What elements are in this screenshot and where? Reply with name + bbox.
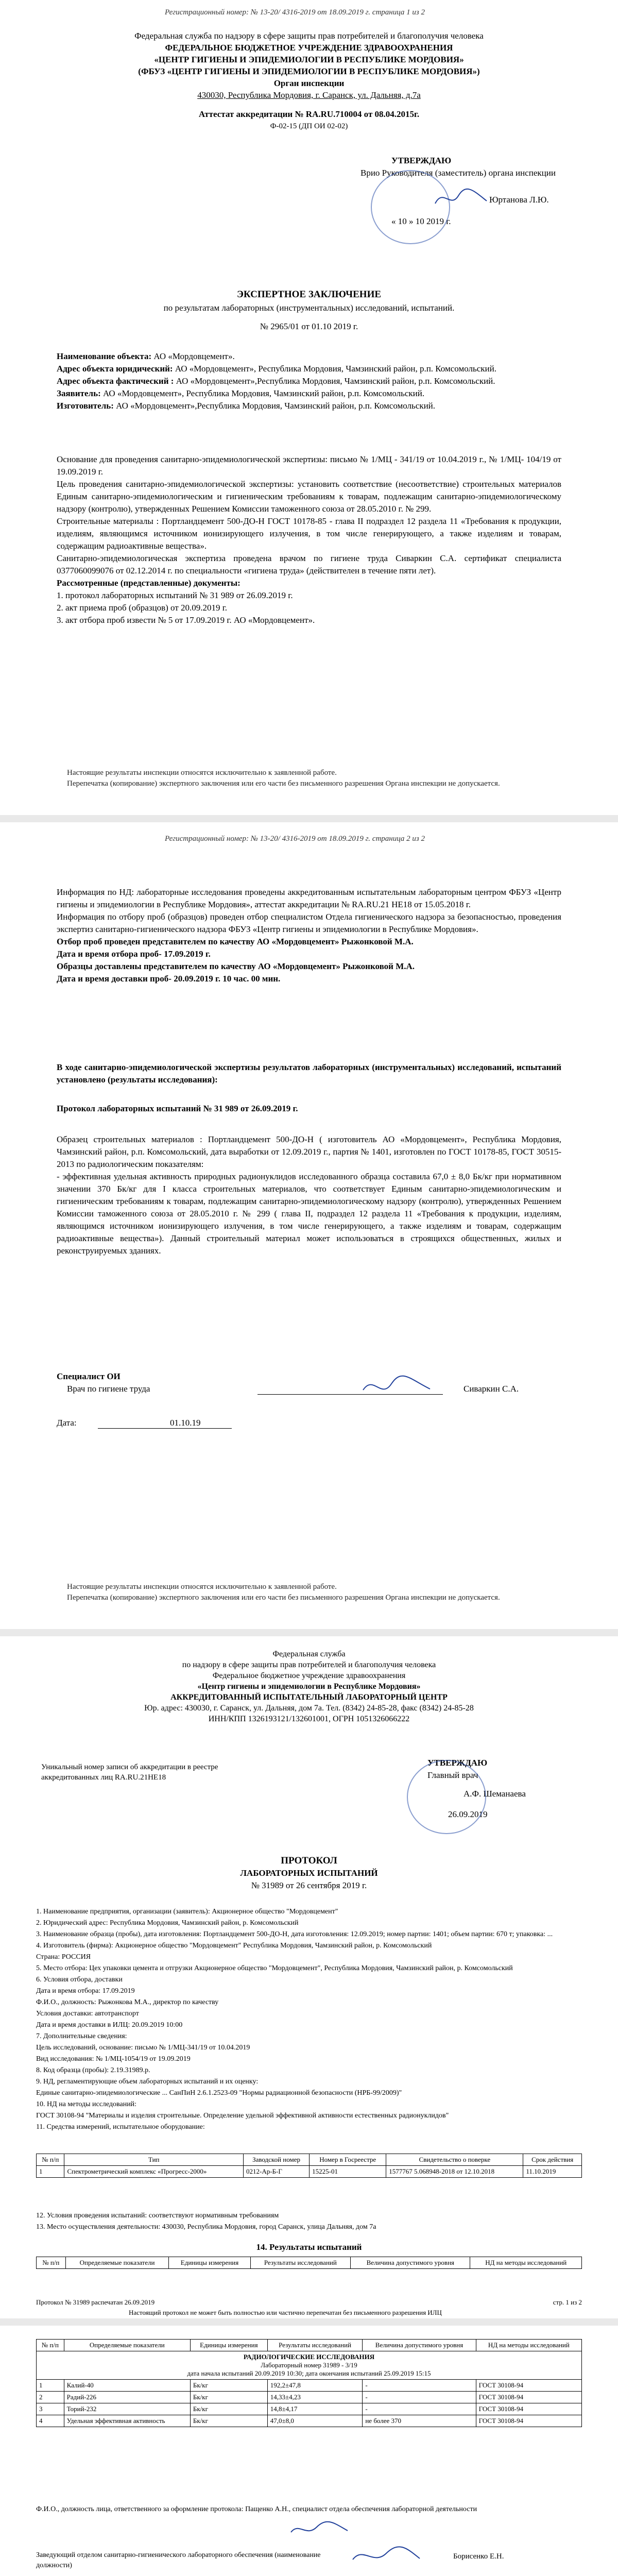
protocol-item: 6. Условия отбора, доставки (36, 1976, 123, 1984)
protocol-subtitle: ЛАБОРАТОРНЫХ ИСПЫТАНИЙ (240, 1868, 378, 1878)
date-line (98, 1428, 232, 1429)
protocol-item: 4. Изготовитель (фирма): Акционерное общество "Мордовцемент" Республика Мордовия, Чамзинский район, р. Комсомольский (36, 1942, 432, 1950)
head-role: Заведующий отделом санитарно-гигиенического лабораторного обеспечения (наименование должности) (36, 2551, 321, 2569)
protocol-item: 5. Место отбора: Цех упаковки цемента и отгрузки Акционерное общество "Мордовцемент", Республика Мордовия, Чамзинский район, р. Комсомольский (36, 1964, 513, 1972)
field-row: Наименование объекта: АО «Мордовцемент». (57, 351, 235, 361)
responsible-line: Ф.И.О., должность лица, ответственного за оформление протокола: Пащенко А.Н., специалист отдела обеспечения лабораторной деятельности (36, 2505, 477, 2513)
protocol-number: № 31989 от 26 сентября 2019 г. (251, 1880, 367, 1890)
date-label: Дата: (57, 1418, 77, 1428)
table-section-row: РАДИОЛОГИЧЕСКИЕ ИССЛЕДОВАНИЯ Лабораторный номер 31989 - 3/19 дата начала испытаний 20.09.2019 10:30; дата окончания испытаний 25.09.2019 15:15 (37, 2351, 582, 2380)
results-table (36, 2339, 582, 2427)
paragraph: Отбор проб проведен представителем по качеству АО «Мордовцемент» Рыжонковой М.А. (57, 937, 414, 946)
page-footnote: Настоящие результаты инспекции относятся исключительно к заявленной работе. Перепечатка (копирование) экспертного заключения или его части без письменного разрешения Органа инспекции не допускается. (67, 769, 500, 788)
seal-stamp (407, 1760, 486, 1834)
protocol-item: Вид исследования: № 1/МЦ-1054/19 от 19.09.2019 (36, 2055, 191, 2063)
paragraph: Основание для проведения санитарно-эпидемиологической экспертизы: письмо № 1/МЦ - 341/19 от 10.04.2019 г., № 1/МЦ- 104/19 от 19.09.2019 г. (57, 454, 561, 477)
header-line-1: Федеральная служба по надзору в сфере защиты прав потребителей и благополучия человека (134, 31, 484, 41)
paragraph: - эффективная удельная активность природных радионуклидов исследованного образца составила 67,0 ± 8,0 Бк/кг при нормативном значении 370 Бк/кг для I класса строительных материалов, что соответствует Единым санитарно-эпидемиологическим и гигиеническим требованиям к товарам, подлежащим санитарно-эпидемиологическому надзору (контролю), утвержденных Решением Комиссии таможенного союза от 28.05.2010 г. № 299 ( глава II, подраздел 12 раздела 11 «Требования к продукции, изделиям, являющимся источником ионизирующего излучения, в том числе генерирующего, а также изделиям и товарам, содержащим радиоактивные вещества»). Данный строительный материал может использоваться в строящихся общественных, жилых и реконструируемых зданиях. (57, 1172, 561, 1256)
protocol-item: ГОСТ 30108-94 "Материалы и изделия строительные. Определение удельной эффективной активности естественных радионуклидов" (36, 2112, 449, 2120)
protocol-item: Дата и время отбора: 17.09.2019 (36, 1987, 135, 1995)
doc-title: ЭКСПЕРТНОЕ ЗАКЛЮЧЕНИЕ (236, 289, 382, 300)
page-separator (0, 2318, 618, 2326)
approve-role: Главный врач (427, 1770, 478, 1780)
header-line-4: (ФБУЗ «ЦЕНТР ГИГИЕНЫ И ЭПИДЕМИОЛОГИИ В РЕСПУБЛИКЕ МОРДОВИЯ») (138, 66, 480, 76)
info-paragraphs (57, 886, 561, 985)
object-fields (57, 350, 561, 412)
field-row: Адрес объекта фактический : АО «Мордовцемент»,Республика Мордовия, Чамзинский район, р.п. Комсомольский. (57, 376, 495, 386)
table-row: 3 Торий-232 Бк/кг 14,8±4,17 - ГОСТ 30108-94 (37, 2403, 582, 2415)
doc-number: № 2965/01 от 01.10 2019 г. (260, 321, 358, 331)
protocol-item: 2. Юридический адрес: Республика Мордовия, Чамзинский район, р. Комсомольский (36, 1919, 299, 1927)
protocol-item: 11. Средства измерений, испытательное оборудование: (36, 2123, 205, 2131)
paragraph: Цель проведения санитарно-эпидемиологической экспертизы: установить соответствие (несоответствие) строительных материалов Единым санитарно-эпидемиологическим и гигиеническим требованиям к товарам, подлежащим санитарно-эпидемиологическому надзору (контролю), утвержденных Решением Комиссии таможенного союза от 28.05.2010 г. № 299. (57, 479, 561, 514)
protocol-item: Страна: РОССИЯ (36, 1953, 91, 1961)
approve-title: УТВЕРЖДАЮ (427, 1758, 488, 1768)
page-1 (0, 0, 618, 814)
protocol-item: 8. Код образца (пробы): 2.19.31989.р. (36, 2066, 150, 2074)
table-header-row: № п/п Определяемые показатели Единицы измерения Результаты исследований Величина допустимого уровня НД на методы исследований (37, 2340, 582, 2351)
page-number: стр. 1 из 2 (553, 2298, 582, 2306)
head-name: Борисенко Е.Н. (453, 2552, 504, 2561)
paragraph: 3. акт отбора проб извести № 5 от 17.09.2019 г. АО «Мордовцемент». (57, 615, 315, 625)
approve-date: « 10 » 10 2019 г. (391, 216, 451, 226)
paragraph: 1. протокол лабораторных испытаний № 31 989 от 26.09.2019 г. (57, 590, 293, 600)
table-row: 1 Спектрометрический комплекс «Прогресс-2000» 0212-Ар-Б-Г 15225-01 1577767 5.068948-2018 от 12.10.2018 11.10.2019 (37, 2166, 582, 2178)
protocol-item: Единые санитарно-эпидемиологические ... СанПиН 2.6.1.2523-09 "Нормы радиационной безопасности (НРБ-99/2009)" (36, 2089, 402, 2097)
page-footnote: Настоящие результаты инспекции относятся исключительно к заявленной работе. Перепечатка (копирование) экспертного заключения или его части без письменного разрешения Органа инспекции не допускается. (67, 1583, 500, 1602)
approve-title: УТВЕРЖДАЮ (391, 156, 452, 165)
paragraph: Строительные материалы : Портландцемент 500-ДО-Н ГОСТ 10178-85 - глава II подраздел 12 раздела 11 «Требования к продукции, изделиям, являющимся источником ионизирующего излучения, в том числе генерирующего, а также изделиям и товарам, содержащим радиоактивные вещества». (57, 516, 561, 551)
protocol-item: 3. Наименование образца (пробы), дата изготовления: Портландцемент 500-ДО-Н, дата изготовления: 12.09.2019; номер партии: 1401; объем партии: 670 т; упаковка: ... (36, 1930, 553, 1938)
protocol-item: 12. Условия проведения испытаний: соответствуют нормативным требованиям (36, 2212, 279, 2219)
body-paragraphs (57, 453, 561, 626)
signature-line (258, 1394, 443, 1395)
field-row: Изготовитель: АО «Мордовцемент»,Республика Мордовия, Чамзинский район, р.п. Комсомольский. (57, 401, 436, 411)
paragraph: Дата и время отбора проб- 17.09.2019 г. (57, 949, 211, 959)
head-signature (350, 2545, 422, 2568)
result-heading: В ходе санитарно-эпидемиологической экспертизы результатов лабораторных (инструментальных) исследований, испытаний установлено (результаты исследования): (57, 1062, 561, 1084)
protocol-line: Протокол лабораторных испытаний № 31 989 от 26.09.2019 г. (57, 1104, 298, 1113)
results-header-table (36, 2257, 582, 2269)
specialist-role: Врач по гигиене труда (67, 1384, 150, 1394)
field-row: Заявитель: АО «Мордовцемент», Республика Мордовия, Чамзинский район, р.п. Комсомольский. (57, 388, 425, 398)
table-header-row: № п/п Определяемые показатели Единицы измерения Результаты исследований Величина допустимого уровня НД на методы исследований (37, 2257, 582, 2269)
page-4 (0, 2329, 618, 2576)
protocol-title: ПРОТОКОЛ (281, 1855, 337, 1866)
protocol-item: Цель исследований, основание: письмо № 1/МЦ-341/19 от 10.04.2019 (36, 2044, 250, 2052)
table-row: 1 Калий-40 Бк/кг 192,2±47,8 - ГОСТ 30108-94 (37, 2380, 582, 2392)
approve-date: 26.09.2019 (448, 1809, 488, 1819)
result-paragraphs (57, 1133, 561, 1257)
table-row: 2 Радий-226 Бк/кг 14,33±4,23 - ГОСТ 30108-94 (37, 2392, 582, 2403)
protocol-item: 1. Наименование предприятия, организации (заявитель): Акционерное общество "Мордовцемент" (36, 1908, 338, 1916)
protocol-item: Условия доставки: автотранспорт (36, 2010, 139, 2018)
protocol-item: Дата и время доставки в ИЛЦ: 20.09.2019 10:00 (36, 2021, 183, 2029)
protocol-footnote: Протокол № 31989 распечатан 26.09.2019 (36, 2298, 155, 2306)
table-header-row: № п/п Тип Заводской номер Номер в Госреестре Свидетельство о поверке Срок действия (37, 2154, 582, 2166)
paragraph: Образцы доставлены представителем по качеству АО «Мордовцемент» Рыжонковой М.А. (57, 961, 415, 971)
paragraph: Образец строительных материалов : Портландцемент 500-ДО-Н ( изготовитель АО «Мордовцемент», Республика Мордовия, Чамзинский район, р.п. Комсомольский, дата выработки от 12.09.2019 г., партия № 1401, изготовлен по ГОСТ 10178-85, ГОСТ 30515-2013 по радиологическим показателям: (57, 1134, 561, 1169)
doc-subtitle: по результатам лабораторных (инструментальных) исследований, испытаний. (163, 303, 455, 313)
field-row: Адрес объекта юридический: АО «Мордовцемент», Республика Мордовия, Чамзинский район, р.п. Комсомольский. (57, 364, 496, 374)
protocol-item: 13. Место осуществления деятельности: 430030, Республика Мордовия, город Саранск, улица Дальняя, дом 7а (36, 2223, 376, 2231)
specialist-label: Специалист ОИ (57, 1371, 121, 1381)
page-2 (0, 824, 618, 1628)
protocol-item: Ф.И.О., должность: Рыжонкова М.А., директор по качеству (36, 1998, 219, 2006)
protocol-items (36, 1906, 582, 2133)
paragraph: Дата и время доставки проб- 20.09.2019 г. 10 час. 00 мин. (57, 974, 281, 984)
protocol-footnote-2: Настоящий протокол не может быть полностью или частично перепечатан без письменного разрешения ИЛЦ (129, 2309, 442, 2316)
paragraph: Рассмотренные (представленные) документы: (57, 578, 241, 588)
results-title: 14. Результаты испытаний (256, 2242, 362, 2252)
approve-name: Юртанова Л.Ю. (489, 195, 549, 205)
protocol-item: 7. Дополнительные сведения: (36, 2032, 127, 2040)
specialist-name: Сиваркин С.А. (464, 1384, 519, 1394)
paragraph: Санитарно-эпидемиологическая экспертиза проведена врачом по гигиене труда Сиваркин С.А. сертификат специалиста 0377060099076 от 02.12.2014 г. по специальности «гигиена труда» (действителен в течение пяти лет). (57, 553, 561, 575)
protocol-item: 10. НД на методы исследований: (36, 2100, 137, 2108)
registration-number: Регистрационный номер: № 13-20/ 4316-2019 от 18.09.2019 г. страница 1 из 2 (165, 8, 425, 16)
table-row: 4 Удельная эффективная активность Бк/кг 47,0±8,0 не более 370 ГОСТ 30108-94 (37, 2415, 582, 2427)
date-value: 01.10.19 (170, 1418, 201, 1428)
specialist-signature (360, 1375, 433, 1400)
header-line-5: Орган инспекции (273, 78, 345, 88)
header-line-3: «ЦЕНТР ГИГИЕНЫ И ЭПИДЕМИОЛОГИИ В РЕСПУБЛИКЕ МОРДОВИЯ» (154, 55, 464, 64)
accreditation-line: Аттестат аккредитации № RA.RU.710004 от 08.04.2015г. (198, 109, 420, 119)
paragraph: Информация по отбору проб (образцов) проведен отбор специалистом Отдела гигиенического надзора за безопасностью, проведения экспертиз санитарно-гигиенического надзора ФБУЗ «Центр гигиены и эпидемиологии в Республике Мордовия». (57, 912, 561, 934)
protocol-items-tail (36, 2210, 582, 2233)
page-separator (0, 1629, 618, 1636)
registration-number: Регистрационный номер: № 13-20/ 4316-2019 от 18.09.2019 г. страница 2 из 2 (165, 835, 425, 843)
accreditation-block: Уникальный номер записи об аккредитации в реестре аккредитованных лиц RA.RU.21НЕ18 (41, 1763, 218, 1782)
protocol-item: 9. НД, регламентирующие объем лабораторных испытаний и их оценку: (36, 2078, 259, 2086)
header-line-6: 430030, Республика Мордовия, г. Саранск, ул. Дальняя, д.7а (197, 90, 421, 100)
lab-header: Федеральная служба по надзору в сфере защиты прав потребителей и благополучия человека Федеральное бюджетное учреждение здравоохранения «Центр гигиены и эпидемиологии в Республике Мордовия» АККРЕДИТОВАННЫЙ ИСПЫТАТЕЛЬНЫЙ ЛАБОРАТОРНЫЙ ЦЕНТР Юр. адрес: 430030, г. Саранск, ул. Дальняя, дом 7а. Тел. (8342) 24-85-28, факс (8342) 24-85-28 ИНН/КПП 1326193121/132601001, ОГРН 1051326066222 (144, 1650, 474, 1723)
approver-signature (433, 185, 489, 211)
approve-name: А.Ф. Шеманаева (464, 1789, 526, 1799)
responsible-signature (288, 2519, 350, 2540)
form-code: Ф-02-15 (ДП ОИ 02-02) (270, 122, 348, 130)
approve-role: Врио Руководителя (заместитель) органа инспекции (360, 168, 556, 178)
paragraph: Информация по НД: лабораторные исследования проведены аккредитованным испытательным лабораторным центром ФБУЗ «Центр гигиены и эпидемиологии в Республике Мордовия», аттестат аккредитации № RA.RU.21 НЕ18 от 15.05.2018 г. (57, 887, 561, 909)
paragraph: 2. акт приема проб (образцов) от 20.09.2019 г. (57, 603, 228, 613)
page-separator (0, 815, 618, 822)
header-line-2: ФЕДЕРАЛЬНОЕ БЮДЖЕТНОЕ УЧРЕЖДЕНИЕ ЗДРАВООХРАНЕНИЯ (165, 43, 453, 53)
equipment-table (36, 2154, 582, 2178)
